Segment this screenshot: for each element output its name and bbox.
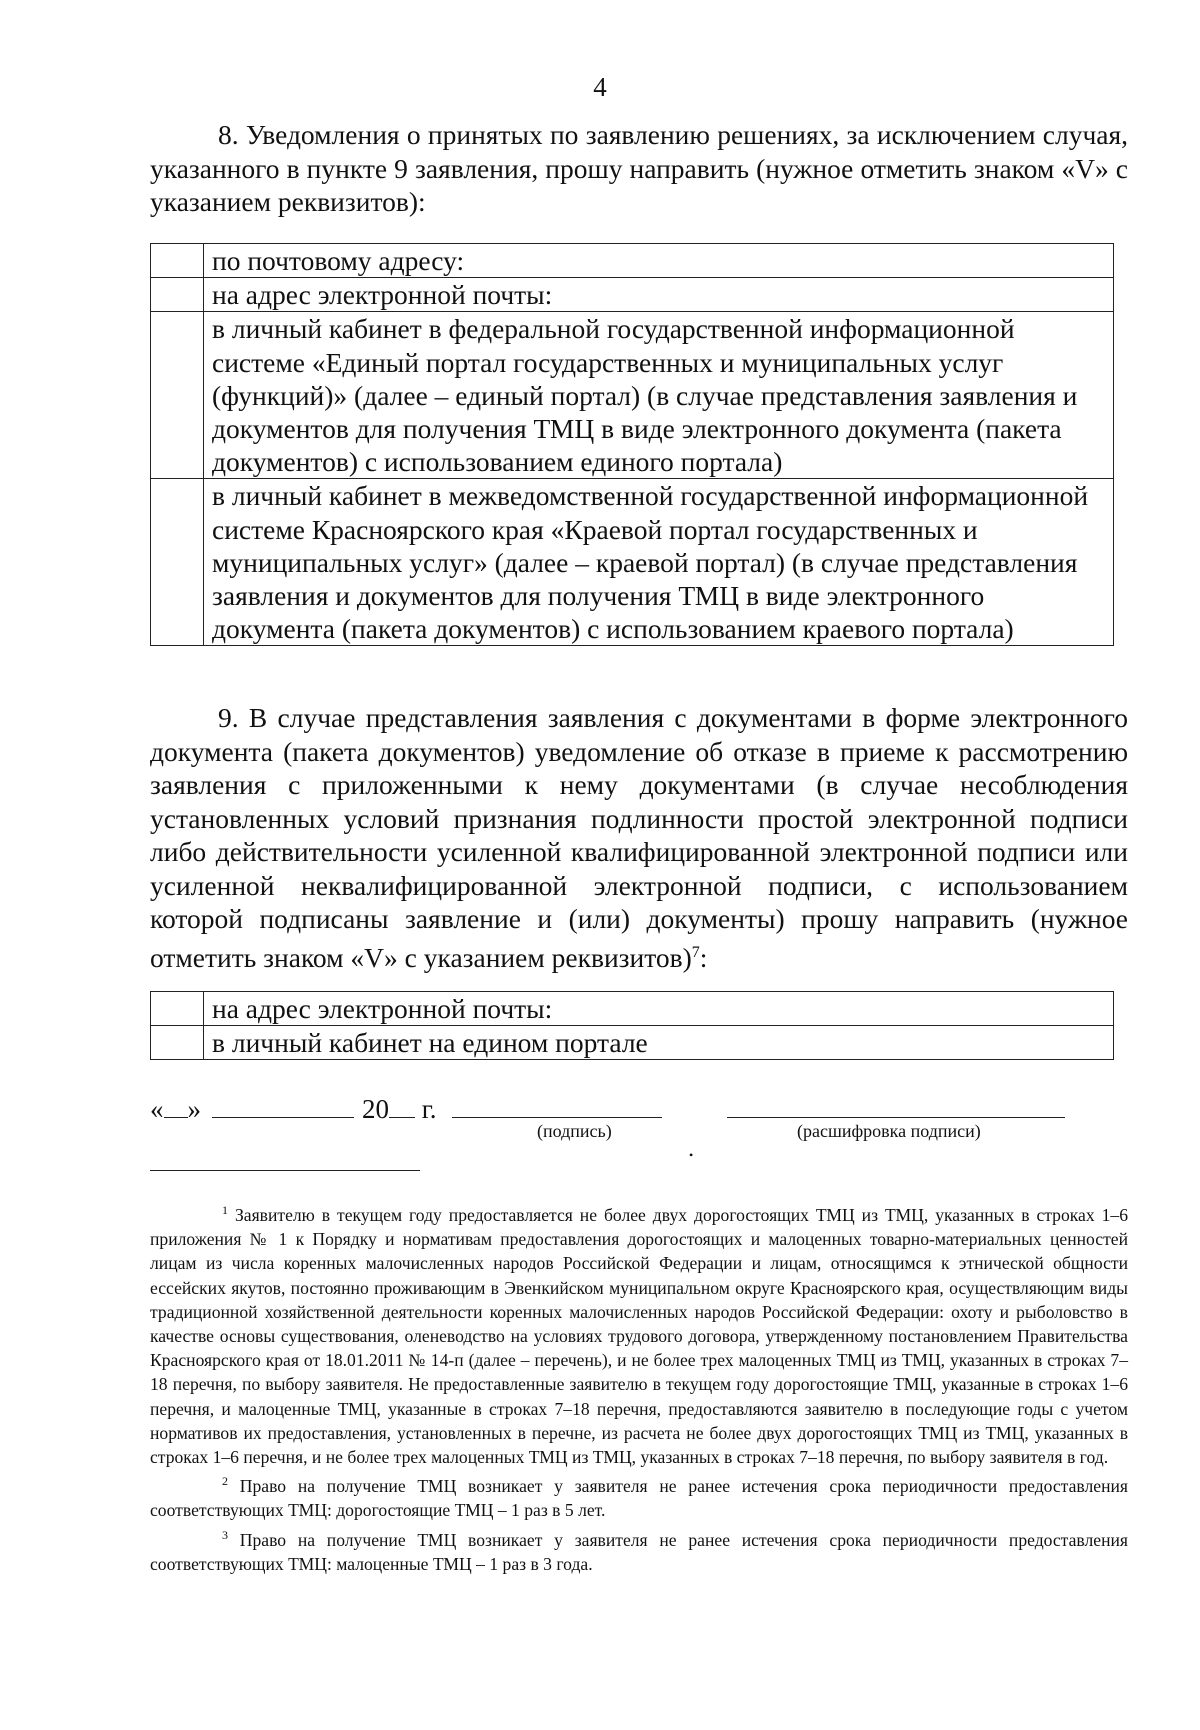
option-label-federal-portal: в личный кабинет в федеральной государственной информационной системе «Единый портал государственных и муниципальных услуг (функций)» (далее – единый портал) (в случае представления заявления и документов для получения ТМЦ в виде электронного документа (пакета документов) с использованием единого портала) [204,312,1114,479]
decoding-caption: (расшифровка подписи) [797,1121,981,1141]
section-8-text [150,118,1128,219]
footnote-1 [150,1198,1128,1469]
year-prefix: 20 [362,1094,389,1124]
date-month [212,1093,354,1125]
section-8-options-table [150,243,1114,646]
option-label-postal: по почтовому адресу: [204,244,1114,278]
option-row [151,1026,1114,1060]
decoding-field[interactable] [727,1093,1065,1118]
footnote-separator [150,1170,420,1171]
section-9-body: 9. В случае представления заявления с документами в форме электронного документа (пакета документов) уведомление об отказе в приеме к рассмотрению заявления с приложенными к нему документами (в случае несоблюдения установленных условий признания подлинности простой электронной подписи либо действительности усиленной квалифицированной электронной подписи или усиленной неквалифицированной электронной подписи, с использованием которой подписаны заявление и (или) документы) прошу направить (нужное отметить знаком «V» с указанием реквизитов) [150,702,1128,973]
date-open-quote: « [150,1094,164,1124]
footnote-2 [150,1469,1128,1522]
option-checkbox-single-portal-9[interactable] [151,1026,204,1060]
date-day [150,1093,201,1125]
option-checkbox-email-9[interactable] [151,992,204,1026]
option-row [151,479,1114,646]
option-checkbox-federal-portal[interactable] [151,312,204,479]
option-row [151,278,1114,312]
option-label-email: на адрес электронной почты: [204,278,1114,312]
footnote-mark-3: 3 [222,1527,228,1542]
section-9-text [150,701,1128,974]
option-row [151,312,1114,479]
footnote-mark-2: 2 [222,1474,228,1489]
year-field[interactable] [389,1093,415,1118]
signature-caption: (подпись) [537,1121,612,1141]
day-field[interactable] [164,1093,188,1118]
footnotes [150,1198,1128,1576]
footnote-3 [150,1523,1128,1576]
option-checkbox-email[interactable] [151,278,204,312]
option-checkbox-regional-portal[interactable] [151,479,204,646]
option-label-email-9: на адрес электронной почты: [204,992,1114,1026]
option-row [151,244,1114,278]
option-checkbox-postal[interactable] [151,244,204,278]
date-year [362,1093,437,1125]
option-label-regional-portal: в личный кабинет в межведомственной государственной информационной системе Красноярского края «Краевой портал государственных и муниципальных услуг» (далее – краевой портал) (в случае представления заявления и документов для получения ТМЦ в виде электронного документа (пакета документов) с использованием краевого портала) [204,479,1114,646]
month-field[interactable] [212,1093,354,1118]
option-row [151,992,1114,1026]
page-number: 4 [593,72,607,102]
footnote-text-3: Право на получение ТМЦ возникает у заявителя не ранее истечения срока периодичности предоставления соответствующих ТМЦ: малоценные ТМЦ – 1 раз в 3 года. [150,1529,1128,1574]
section-8-body: 8. Уведомления о принятых по заявлению решениях, за исключением случая, указанного в пункте 9 заявления, прошу направить (нужное отметить знаком «V» с указанием реквизитов): [150,119,1128,217]
footnote-text-1: Заявителю в текущем году предоставляется не более двух дорогостоящих ТМЦ из ТМЦ, указанных в строках 1–6 приложения № 1 к Порядку и нормативам предоставления дорогостоящих и малоценных товарно-материальных ценностей лицам из числа коренных малочисленных народов Российской Федерации и лицам, относящимся к этнической общности ессейских якутов, постоянно проживающим в Эвенкийском муниципальном округе Красноярского края, осуществляющим виды традиционной хозяйственной деятельности коренных малочисленных народов Российской Федерации: охоту и рыболовство в качестве основы существования, оленеводство на условиях трудового договора, утвержденному постановлением Правительства Красноярского края от 18.01.2011 № 14-п (далее – перечень), и не более трех малоценных ТМЦ из ТМЦ, указанных в строках 7–18 перечня, по выбору заявителя. Не предоставленные заявителю в текущем году дорогостоящие ТМЦ, указанные в строках 1–6 перечня, и малоценные ТМЦ, указанные в строках 7–18 перечня, предоставляются заявителю в последующие годы с учетом нормативов их предоставления, установленных в перечне, из расчета не более двух дорогостоящих ТМЦ из ТМЦ, указанных в строках 1–6 перечня, и не более трех малоценных ТМЦ из ТМЦ, указанных в строках 7–18 перечня, по выбору заявителя в год. [150,1205,1128,1468]
date-close-quote: » [187,1094,201,1124]
signature-field[interactable] [452,1093,662,1118]
footnote-text-2: Право на получение ТМЦ возникает у заявителя не ранее истечения срока периодичности предоставления соответствующих ТМЦ: дорогостоящие ТМЦ – 1 раз в 5 лет. [150,1476,1128,1521]
section-9-options-table [150,991,1114,1060]
footnote-mark-1: 1 [222,1203,228,1217]
option-label-single-portal-9: в личный кабинет на едином портале [204,1026,1114,1060]
footnote-ref-7: 7 [691,943,700,961]
year-suffix: г. [421,1094,437,1124]
section-9-colon: : [699,941,708,973]
stray-dot: • [689,1148,694,1162]
